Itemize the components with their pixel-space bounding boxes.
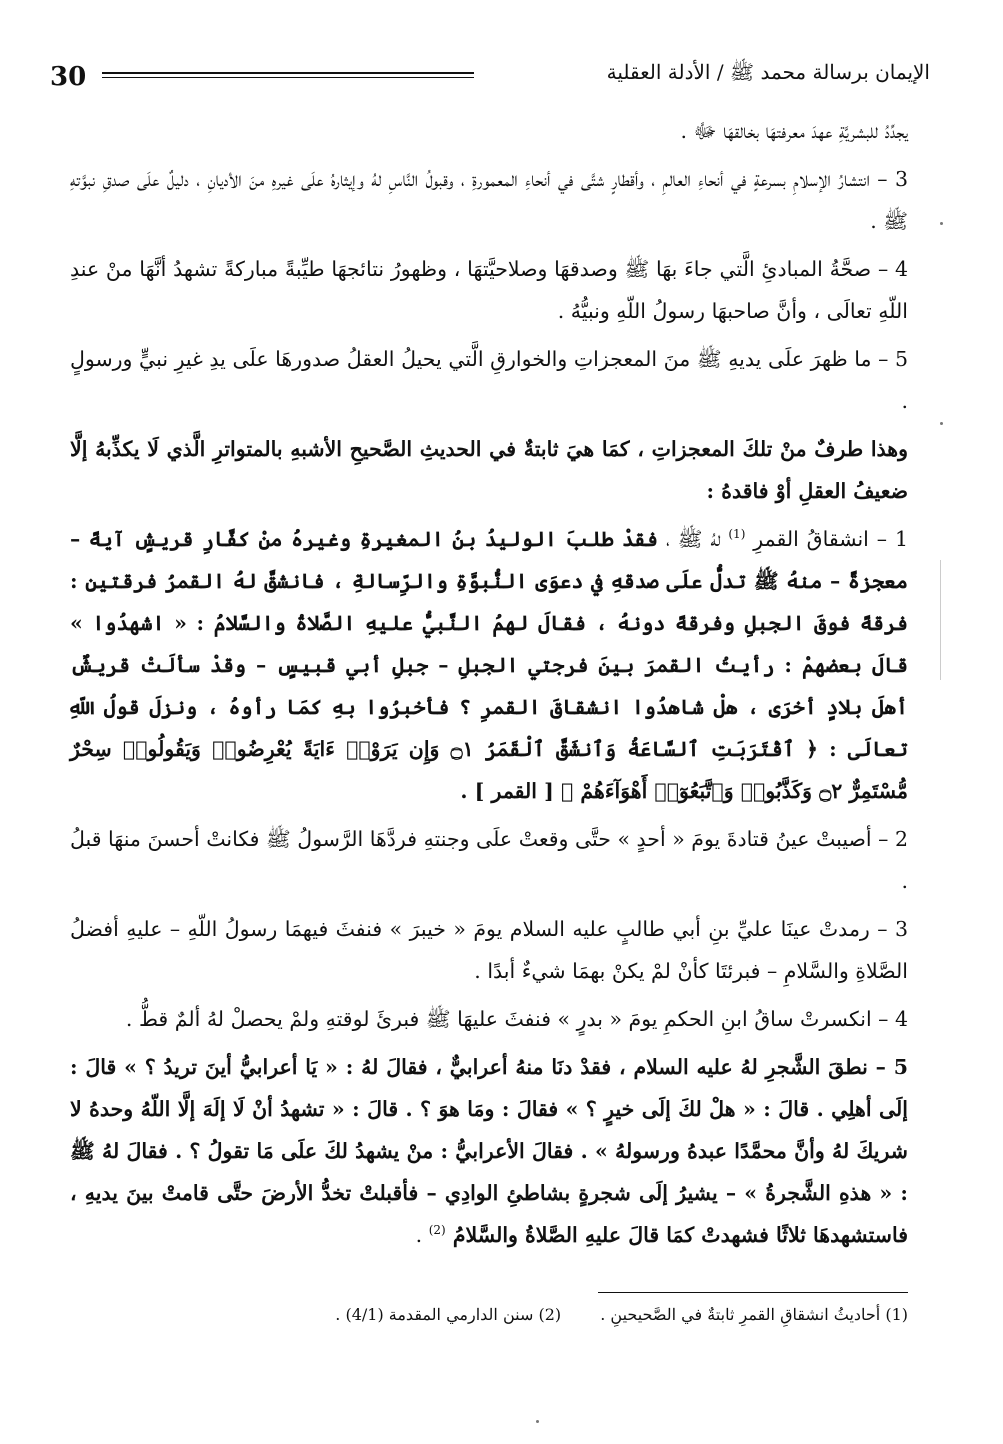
paragraph-moon-splitting	[70, 518, 908, 812]
paragraph-qatada-eye: 2 – أصيبتْ عينُ قتادةَ يومَ « أحدٍ » حتَّى وقعتْ علَى وجنتهِ فردَّهَا الرَّسولُ ﷺ فكانتْ أحسنَ منهَا قبلُ .	[70, 827, 908, 893]
paragraph-point-4: 4 – صحَّةُ المبادئِ الَّتي جاءَ بهَا ﷺ وصدقهَا وصلاحيَّتهَا ، وظهورُ نتائجهَا طيِّبةً مباركةً تشهدُ أنَّهَا منْ عندِ اللّهِ تعالَى ، وأنَّ صاحبهَا رسولُ اللّهِ ونبيُّهُ .	[70, 257, 908, 323]
footnote-1: (1) أحاديثُ انشقاقِ القمرِ ثابتةٌ في الصَّحيحينِ .	[600, 1305, 908, 1324]
paragraph-point-3: 3 – انتشارُ الإسلامِ بسرعةٍ في أنحاءِ العالمِ ، وأقطارٍ شتَّى في أنحاءِ المعمورةِ ، وقبولُ النَّاسِ لهُ وإيثارهُ علَى غيرهِ منَ الأديانِ ، دليلٌ علَى صدقِ نبوَّتهِ ﷺ .	[70, 167, 908, 233]
footnote-2: (2) سنن الدارمي المقدمة (4/1) .	[335, 1305, 562, 1324]
footnote-ref-1: (1)	[728, 527, 746, 542]
paragraph-point-5: 5 – ما ظهرَ علَى يديهِ ﷺ منَ المعجزاتِ والخوارقِ الَّتي يحيلُ العقلُ صدورهَا علَى يدِ غيرِ نبيٍّ ورسولٍ .	[70, 347, 908, 413]
paragraph-tree-speaking	[70, 1046, 908, 1256]
footnote-ref-2: (2)	[428, 1223, 446, 1238]
header-rule	[102, 72, 474, 74]
scan-dot	[536, 1420, 539, 1423]
footnote-separator	[598, 1292, 908, 1293]
footnotes	[240, 1302, 908, 1328]
header-rule-thin	[102, 77, 474, 78]
moon-text-a: 1 – انشقاقُ القمرِ	[745, 527, 909, 551]
tree-text-b: .	[415, 1223, 429, 1247]
page-number: 30	[50, 62, 87, 92]
body-text	[70, 110, 908, 1262]
paragraph-continuation: يجدِّدُ للبشريَّةِ عهدَ معرفتهَا بخالقهَا ﷻ .	[680, 119, 908, 143]
scan-artifact	[940, 560, 941, 680]
moon-text-b: لهُ ﷺ ،	[658, 527, 729, 551]
scan-dot	[940, 222, 943, 225]
page-header	[50, 58, 930, 98]
tree-text-a: 5 – نطقَ الشَّجرِ لهُ عليه السلام ، فقدْ دنَا منهُ أعرابيٌّ ، فقالَ لهُ : « يَا أعرابيُّ أينَ تريدُ ؟ » قالَ : إلَى أهلِي . قالَ : « هلْ لكَ إلَى خيرٍ ؟ » فقالَ : ومَا هوَ ؟ . قالَ : « تشهدُ أنْ لَا إلَهَ إلَّا اللّهُ وحدهُ لا شريكَ لهُ وأنَّ محمَّدًا عبدهُ ورسولهُ » . فقالَ الأعرابيُّ : منْ يشهدُ لكَ علَى مَا تقولُ ؟ . فقالَ لهُ ﷺ : « هذهِ الشَّجرةُ » – يشيرُ إلَى شجرةٍ بشاطئِ الوادِي – فأقبلتْ تخدُّ الأرضَ حتَّى قامتْ بينَ يديهِ ، فاستشهدهَا ثلاثًا فشهدتْ كمَا قالَ عليهِ الصَّلاةُ والسَّلامُ	[70, 1055, 908, 1247]
paragraph-broken-leg: 4 – انكسرتْ ساقُ ابنِ الحكمِ يومَ « بدرٍ » فنفثَ عليهَا ﷺ فبرئَ لوقتهِ ولمْ يحصلْ لهُ ألمٌ قطُّ .	[125, 1007, 908, 1031]
running-title: الإيمان برسالة محمد ﷺ / الأدلة العقلية	[606, 60, 930, 84]
paragraph-ali-eyes: 3 – رمدتْ عينَا عليِّ بنِ أبي طالبٍ عليه السلام يومَ « خيبرَ » فنفثَ فيهمَا رسولُ اللّهِ – عليهِ أفضلُ الصَّلاةِ والسَّلامِ – فبرئتَا كأنْ لمْ يكنْ بهمَا شيءٌ أبدًا .	[70, 917, 908, 983]
paragraph-miracles-intro: وهذا طرفٌ منْ تلكَ المعجزاتِ ، كمَا هيَ ثابتةٌ في الحديثِ الصَّحيحِ الأشبهِ بالمتواترِ الَّذي لَا يكذِّبهُ إلَّا ضعيفُ العقلِ أوْ فاقدهُ :	[70, 437, 908, 503]
moon-text-c: فقدْ طلبَ الوليدُ بنُ المغيرةِ وغيرهُ منْ كفَّارِ قريشٍ آيةً – معجزةً – منهُ ﷺ تدلُّ علَى صدقهِ في دعوَى النُّبوَّةِ والرِّسالةِ ، فانشقَّ لهُ القمرُ فرقتينِ : فرقةً فوقَ الجبلِ وفرقةً دونهُ ، فقالَ لهمُ النَّبيُّ عليهِ الصَّلاةُ والسَّلامُ : « اشهدُوا » قالَ بعضهمْ : رأيتُ القمرَ بينَ فرجتي الجبلِ – جبلِ أبي قبيسٍ – وقدْ سألَتْ قريشٌ أهلَ بلادٍ أخرَى ، هلْ شاهدُوا انشقاقَ القمرِ ؟ فأخبرُوا بهِ كمَا رأوهُ ، ونزلَ قولُ اللّهِ تعالَى : ﴿ ٱقْتَرَبَتِ ٱلسَّاعَةُ وَٱنشَقَّ ٱلْقَمَرُ ۝١ وَإِن يَرَوْا۟ ءَايَةً يُعْرِضُوا۟ وَيَقُولُوا۟ سِحْرٌ مُّسْتَمِرٌّ ۝٢ وَكَذَّبُوا۟ وَٱتَّبَعُوٓا۟ أَهْوَآءَهُمْ ﴾ [ القمر ] .	[70, 527, 908, 803]
scan-dot	[940, 422, 943, 425]
